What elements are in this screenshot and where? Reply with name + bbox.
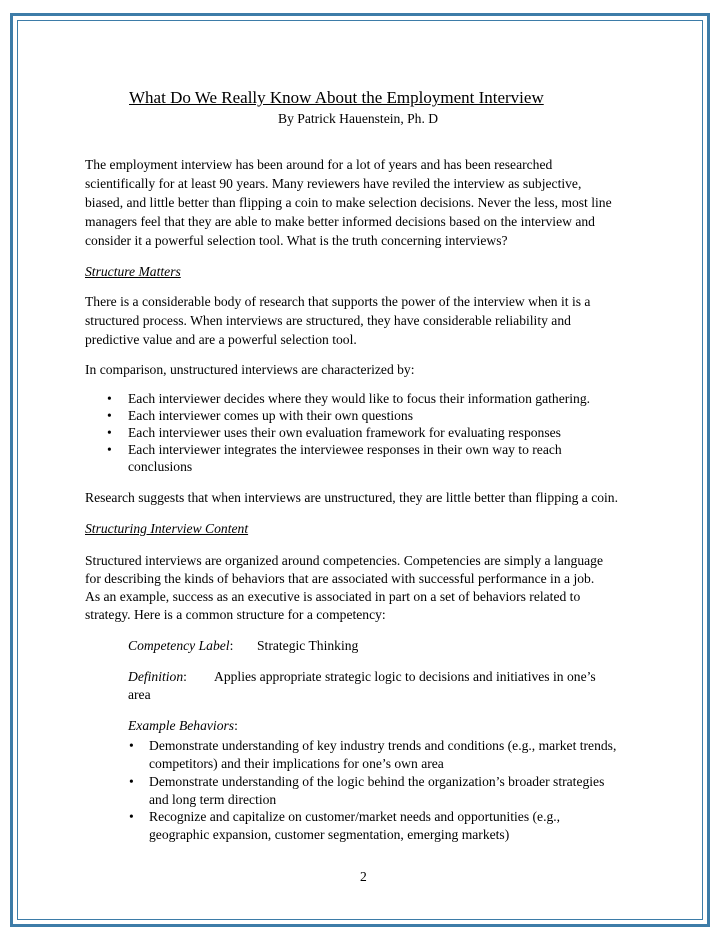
definition-row [128, 668, 187, 685]
list-item: Each interviewer decides where they would like to focus their information gathering. [128, 391, 591, 406]
competency-label-key: Competency Label [128, 638, 230, 653]
para-line: There is a considerable body of research that supports the power of the interview when it is a [85, 294, 591, 309]
behaviors-key: Example Behaviors [128, 718, 235, 733]
intro-line: The employment interview has been around for a lot of years and has been researched [85, 157, 553, 172]
section-heading-structuring: Structuring Interview Content [85, 521, 249, 536]
para-line: for describing the kinds of behaviors that are associated with successful performance in a job. [85, 571, 595, 586]
bullet-icon: • [129, 809, 134, 824]
bullet-icon: • [107, 442, 112, 457]
definition-value: Applies appropriate strategic logic to decisions and initiatives in one’s [214, 669, 596, 684]
competency-label-colon: : [229, 638, 234, 653]
section-heading-structure: Structure Matters [85, 264, 181, 279]
bullet-icon: • [129, 774, 134, 789]
behaviors-colon: : [234, 718, 238, 733]
behavior-item: Demonstrate understanding of the logic behind the organization’s broader strategies [149, 774, 605, 789]
definition-colon: : [183, 669, 187, 684]
bullet-icon: • [107, 408, 112, 423]
behavior-item-continuation: and long term direction [149, 792, 277, 807]
para-line: predictive value and are a powerful selection tool. [85, 332, 357, 347]
para-line: As an example, success as an executive is associated in part on a set of behaviors related to [85, 589, 581, 604]
behavior-item-continuation: geographic expansion, customer segmentation, emerging markets) [149, 827, 510, 842]
definition-key: Definition [128, 669, 184, 684]
para-line: strategy. Here is a common structure for a competency: [85, 607, 386, 622]
intro-line: biased, and little better than flipping a coin to make selection decisions. Never the less, most line [85, 195, 612, 210]
bullet-icon: • [129, 738, 134, 753]
list-item: Each interviewer uses their own evaluation framework for evaluating responses [128, 425, 561, 440]
list-item: Each interviewer comes up with their own questions [128, 408, 414, 423]
intro-line: scientifically for at least 90 years. Many reviewers have reviled the interview as subjective, [85, 176, 582, 191]
byline: By Patrick Hauenstein, Ph. D [278, 111, 439, 126]
list-item: Each interviewer integrates the interviewee responses in their own way to reach [128, 442, 562, 457]
intro-line: consider it a powerful selection tool. What is the truth concerning interviews? [85, 233, 508, 248]
list-item-continuation: conclusions [128, 459, 193, 474]
research-line: Research suggests that when interviews are unstructured, they are little better than flipping a coin. [85, 490, 619, 505]
para-line: structured process. When interviews are structured, they have considerable reliability and [85, 313, 571, 328]
behavior-item-continuation: competitors) and their implications for one’s own area [149, 756, 444, 771]
page-number: 2 [360, 869, 367, 884]
intro-line: managers feel that they are able to make better informed decisions based on the interview and [85, 214, 595, 229]
behavior-item: Demonstrate understanding of key industry trends and conditions (e.g., market trends, [149, 738, 617, 753]
behaviors-heading [128, 717, 238, 734]
behavior-item: Recognize and capitalize on customer/market needs and opportunities (e.g., [149, 809, 561, 824]
bullet-icon: • [107, 391, 112, 406]
document-title: What Do We Really Know About the Employment Interview [129, 88, 544, 107]
definition-value-continuation: area [128, 687, 151, 702]
competency-label-row [128, 637, 233, 654]
competency-label-value: Strategic Thinking [257, 638, 359, 653]
para-line: Structured interviews are organized around competencies. Competencies are simply a language [85, 553, 604, 568]
comparison-line: In comparison, unstructured interviews are characterized by: [85, 362, 415, 377]
bullet-icon: • [107, 425, 112, 440]
